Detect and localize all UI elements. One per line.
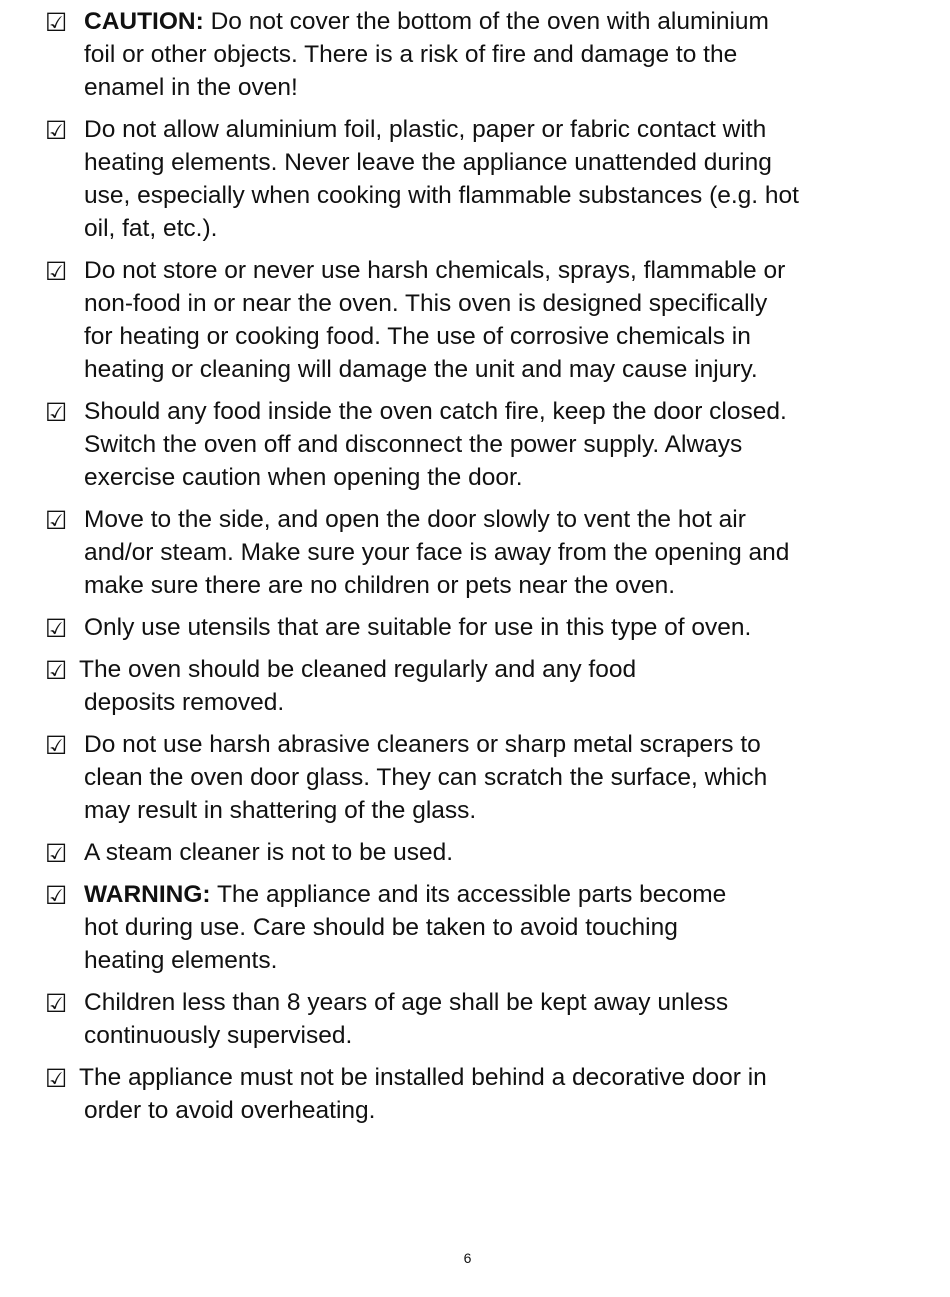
text-line: continuously supervised.: [84, 1022, 353, 1049]
text-line: for heating or cooking food. The use of corrosive chemicals in: [84, 323, 751, 350]
text-line: Do not use harsh abrasive cleaners or sharp metal scrapers to: [84, 731, 761, 758]
text-line-body: The appliance and its accessible parts become: [216, 881, 727, 908]
text-line: heating elements.: [84, 947, 278, 974]
list-item-text: [79, 1061, 905, 1127]
list-item: [45, 503, 905, 602]
text-line: Only use utensils that are suitable for use in this type of oven.: [84, 614, 752, 641]
safety-instructions-list: [45, 5, 905, 1136]
text-line: non-food in or near the oven. This oven is designed specifically: [84, 290, 768, 317]
text-line: enamel in the oven!: [84, 74, 298, 101]
checkbox-checked-icon: ☑: [45, 1064, 68, 1093]
text-line: Do not store or never use harsh chemicals, sprays, flammable or: [84, 257, 786, 284]
text-line: clean the oven door glass. They can scratch the surface, which: [84, 764, 768, 791]
text-line: The oven should be cleaned regularly and any food: [79, 656, 637, 683]
checkbox-checked-icon: ☑: [45, 731, 68, 760]
list-item-text: [84, 836, 905, 869]
checkbox-checked-icon: ☑: [45, 656, 68, 685]
text-line: Move to the side, and open the door slowly to vent the hot air: [84, 506, 746, 533]
text-line: oil, fat, etc.).: [84, 215, 218, 242]
checkbox-checked-icon: ☑: [45, 398, 68, 427]
text-line: hot during use. Care should be taken to avoid touching: [84, 914, 678, 941]
text-line: heating or cleaning will damage the unit and may cause injury.: [84, 356, 758, 383]
checkbox-checked-icon: ☑: [45, 614, 68, 643]
text-line: order to avoid overheating.: [84, 1097, 376, 1124]
text-line: Do not allow aluminium foil, plastic, paper or fabric contact with: [84, 116, 767, 143]
checkbox-checked-icon: ☑: [45, 881, 68, 910]
text-line: [84, 878, 905, 911]
checkbox-checked-icon: ☑: [45, 839, 68, 868]
text-line: foil or other objects. There is a risk of fire and damage to the: [84, 41, 738, 68]
warning-label: CAUTION:: [84, 8, 204, 35]
checkbox-checked-icon: ☑: [45, 116, 68, 145]
checkbox-checked-icon: ☑: [45, 989, 68, 1018]
text-line: heating elements. Never leave the appliance unattended during: [84, 149, 772, 176]
checkbox-checked-icon: ☑: [45, 506, 68, 535]
list-item-text: [84, 728, 905, 827]
text-line: deposits removed.: [84, 689, 285, 716]
list-item-text: [84, 878, 905, 977]
checkbox-checked-icon: ☑: [45, 8, 68, 37]
text-line: exercise caution when opening the door.: [84, 464, 523, 491]
list-item: [45, 113, 905, 245]
list-item: [45, 836, 905, 869]
list-item-text: [84, 395, 905, 494]
list-item: [45, 653, 905, 719]
list-item: [45, 1061, 905, 1127]
text-line: may result in shattering of the glass.: [84, 797, 477, 824]
text-line: Children less than 8 years of age shall be kept away unless: [84, 989, 729, 1016]
text-line: Should any food inside the oven catch fire, keep the door closed.: [84, 398, 787, 425]
text-line: make sure there are no children or pets near the oven.: [84, 572, 676, 599]
text-line: Switch the oven off and disconnect the power supply. Always: [84, 431, 743, 458]
warning-label: WARNING:: [84, 881, 211, 908]
list-item-text: [84, 113, 905, 245]
page-number: 6: [463, 1250, 472, 1266]
list-item: [45, 254, 905, 386]
text-line: The appliance must not be installed behind a decorative door in: [79, 1064, 767, 1091]
list-item: [45, 728, 905, 827]
list-item-text: [84, 503, 905, 602]
checkbox-checked-icon: ☑: [45, 257, 68, 286]
text-line: and/or steam. Make sure your face is away from the opening and: [84, 539, 790, 566]
list-item: [45, 611, 905, 644]
list-item: [45, 395, 905, 494]
list-item-text: [84, 5, 905, 104]
list-item-text: [84, 611, 905, 644]
text-line: use, especially when cooking with flammable substances (e.g. hot: [84, 182, 799, 209]
list-item: [45, 5, 905, 104]
list-item-text: [84, 254, 905, 386]
list-item: [45, 986, 905, 1052]
list-item-text: [84, 986, 905, 1052]
text-line-body: Do not cover the bottom of the oven with aluminium: [210, 8, 769, 35]
list-item: [45, 878, 905, 977]
list-item-text: [79, 653, 905, 719]
text-line: [84, 5, 905, 38]
text-line: A steam cleaner is not to be used.: [84, 839, 454, 866]
